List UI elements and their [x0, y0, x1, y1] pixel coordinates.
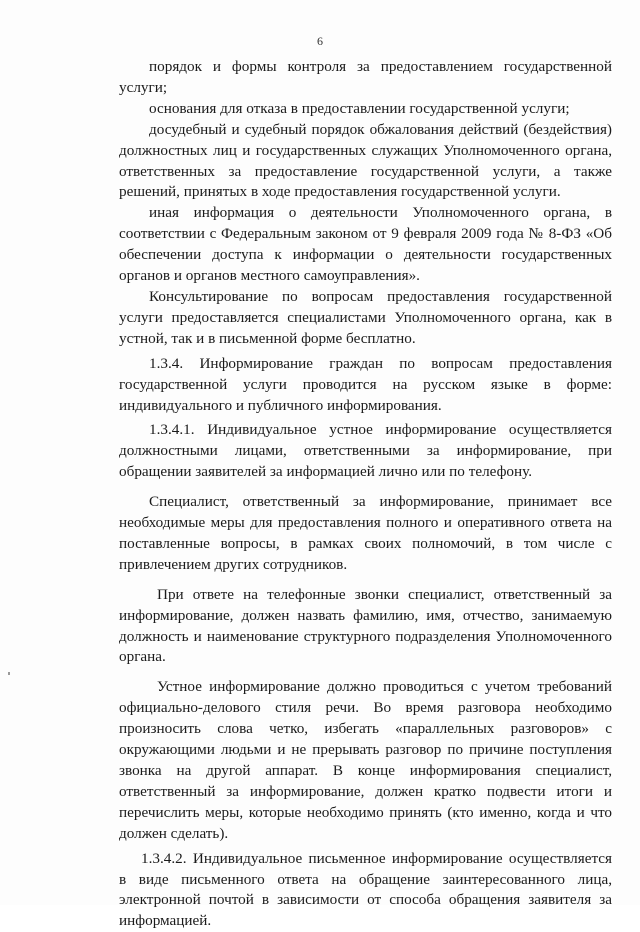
- paragraph-oral-informing: Устное информирование должно проводиться с учетом требований официально-делового стиля речи. Во время разговора необходимо произносить слова четко, избегать «параллельных разговоров» с окружающими людьми и не прерывать разговор по причине поступления звонка на другой аппарат. В конце информирования специалист, ответственный за информирование, должен кратко подвести итоги и перечислить меры, которые необходимо принять (кто именно, когда и что должен сделать).: [119, 678, 612, 842]
- paragraph-1-3-4-2: 1.3.4.2. Индивидуальное письменное информирование осуществляется в виде письменного ответа на обращение заинтересованного лица, электронной почтой в зависимости от способа обращения заявителя за информацией.: [119, 849, 612, 930]
- paragraph-refusal-grounds: основания для отказа в предоставлении государственной услуги;: [149, 99, 570, 117]
- paragraph-specialist: Специалист, ответственный за информирование, принимает все необходимые меры для предоставления полного и оперативного ответа на поставленные вопросы, в рамках своих полномочий, в том числе с привлечением других сотрудников.: [119, 493, 612, 573]
- document-body: [119, 57, 612, 932]
- paragraph-control-forms: порядок и формы контроля за предоставлением государственной услуги;: [119, 58, 612, 96]
- page-number: 6: [317, 34, 323, 48]
- paragraph-phone-calls: При ответе на телефонные звонки специалист, ответственный за информирование, должен назвать фамилию, имя, отчество, занимаемую должность и наименование структурного подразделения Уполномоченного органа.: [119, 585, 612, 666]
- scan-mark: [8, 672, 10, 675]
- paragraph-appeal-procedure: досудебный и судебный порядок обжалования действий (бездействия) должностных лиц и государственных служащих Уполномоченного органа, ответственных за предоставление государственной услуги, а также решений, принятых в ходе предоставления государственной услуги.: [119, 120, 612, 201]
- paragraph-consulting: Консультирование по вопросам предоставления государственной услуги предоставляется специалистами Уполномоченного органа, как в устной, так и в письменной форме бесплатно.: [119, 287, 612, 347]
- paragraph-1-3-4: 1.3.4. Информирование граждан по вопросам предоставления государственной услуги проводится на русском языке в форме: индивидуального и публичного информирования.: [119, 354, 612, 414]
- paragraph-1-3-4-1: 1.3.4.1. Индивидуальное устное информирование осуществляется должностными лицами, ответственными за информирование, при обращении заявителей за информацией лично или по телефону.: [119, 421, 612, 481]
- paragraph-other-information: иная информация о деятельности Уполномоченного органа, в соответствии с Федеральным законом от 9 февраля 2009 года № 8-ФЗ «Об обеспечении доступа к информации о деятельности государственных органов и органов местного самоуправления».: [119, 204, 612, 285]
